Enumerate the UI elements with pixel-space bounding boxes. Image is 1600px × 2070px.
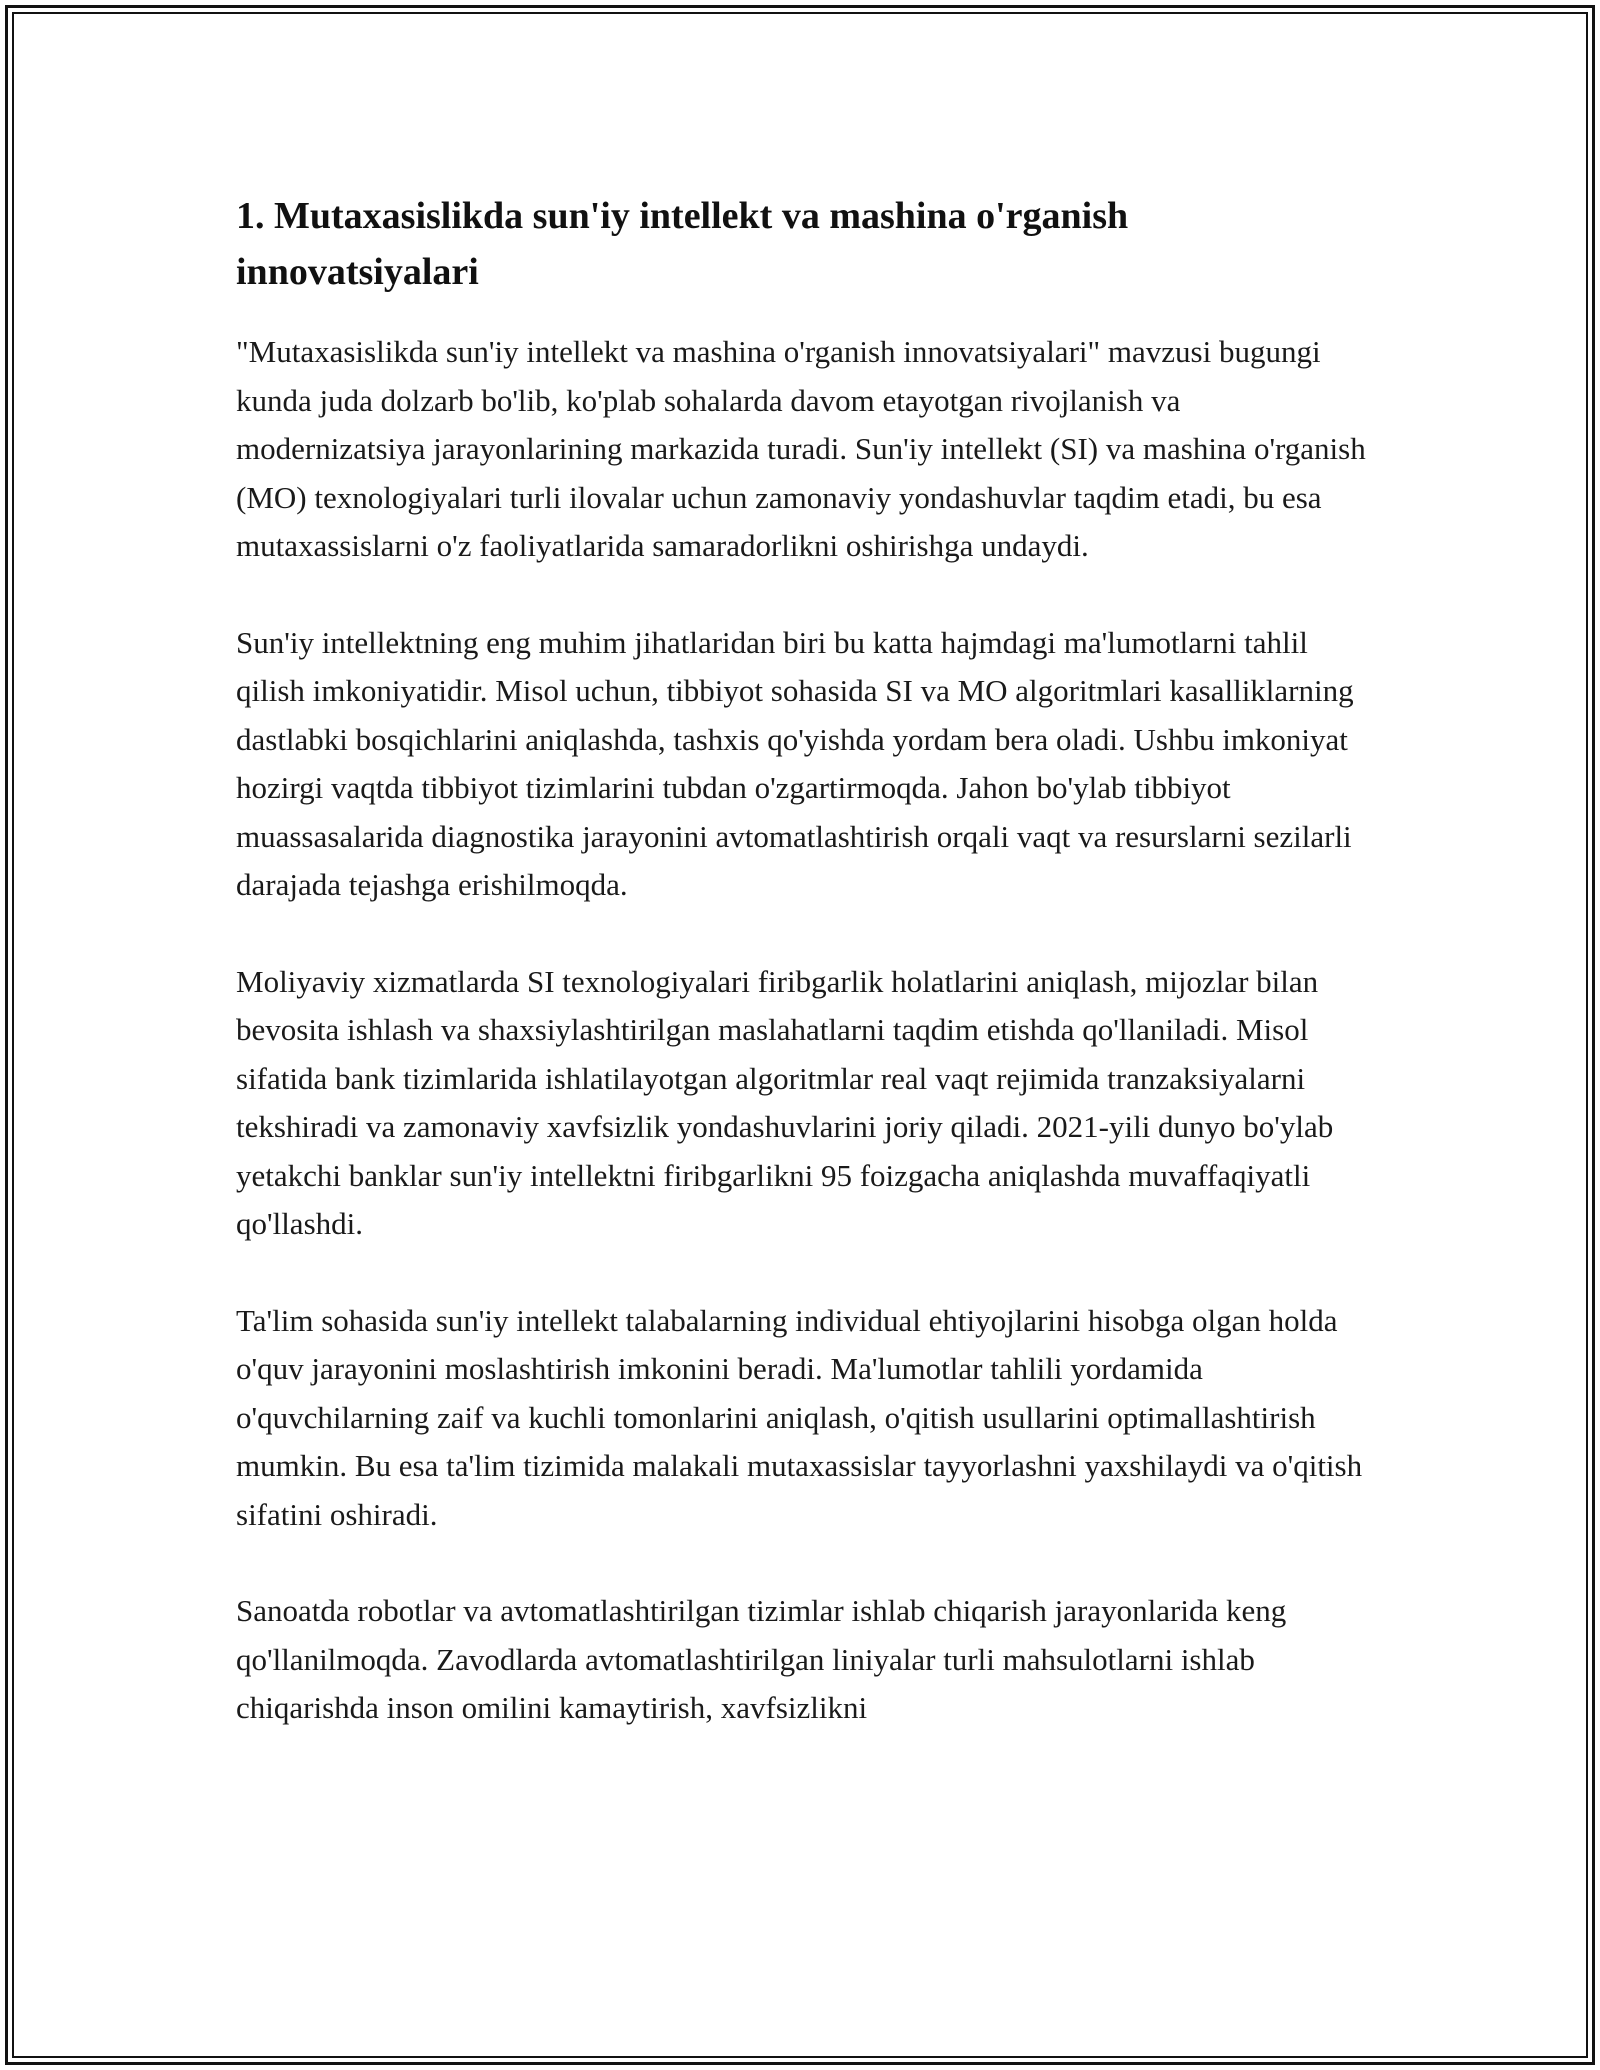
paragraph-intro: "Mutaxasislikda sun'iy intellekt va mashina o'rganish innovatsiyalari" mavzusi bugungi kunda juda dolzarb bo'lib, ko'plab sohalarda davom etayotgan rivojlanish va modernizatsiya jarayonlarining markazida turadi. Sun'iy intellekt (SI) va mashina o'rganish (MO) texnologiyalari turli ilovalar uchun zamonaviy yondashuvlar taqdim etadi, bu esa mutaxassislarni o'z faoliyatlarida samaradorlikni oshirishga undaydi. [236, 334, 1366, 563]
paragraph-industry: Sanoatda robotlar va avtomatlashtirilgan tizimlar ishlab chiqarish jarayonlarida keng qo'llanilmoqda. Zavodlarda avtomatlashtirilgan liniyalar turli mahsulotlarni ishlab chiqarishda inson omilini kamaytirish, xavfsizlikni [236, 1593, 1287, 1725]
paragraph-education: Ta'lim sohasida sun'iy intellekt talabalarning individual ehtiyojlarini hisobga olgan holda o'quv jarayonini moslashtirish imkonini beradi. Ma'lumotlar tahlili yordamida o'quvchilarning zaif va kuchli tomonlarini aniqlash, o'qitish usullarini optimallashtirish mumkin. Bu esa ta'lim tizimida malakali mutaxassislar tayyorlashni yaxshilaydi va o'qitish sifatini oshiradi. [236, 1302, 1363, 1532]
paragraph-finance: Moliyaviy xizmatlarda SI texnologiyalari firibgarlik holatlarini aniqlash, mijozlar bilan bevosita ishlash va shaxsiylashtirilgan maslahatlarni taqdim etishda qo'llaniladi. Misol sifatida bank tizimlarida ishlatilayotgan algoritmlar real vaqt rejimida tranzaksiyalarni tekshiradi va zamonaviy xavfsizlik yondashuvlarini joriy qiladi. 2021-yili dunyo bo'ylab yetakchi banklar sun'iy intellektni firibgarlikni 95 foizgacha aniqlashda muvaffaqiyatli qo'llashdi. [236, 963, 1334, 1241]
paragraph-medicine: Sun'iy intellektning eng muhim jihatlaridan biri bu katta hajmdagi ma'lumotlarni tahlil qilish imkoniyatidir. Misol uchun, tibbiyot sohasida SI va MO algoritmlari kasalliklarning dastlabki bosqichlarini aniqlashda, tashxis qo'yishda yordam bera oladi. Ushbu imkoniyat hozirgi vaqtda tibbiyot tizimlarini tubdan o'zgartirmoqda. Jahon bo'ylab tibbiyot muassasalarida diagnostika jarayonini avtomatlashtirish orqali vaqt va resurslarni sezilarli darajada tejashga erishilmoqda. [236, 624, 1354, 902]
section-heading: 1. Mutaxasislikda sun'iy intellekt va mashina o'rganish innovatsiyalari [236, 195, 1129, 293]
document-body [236, 188, 1376, 1733]
